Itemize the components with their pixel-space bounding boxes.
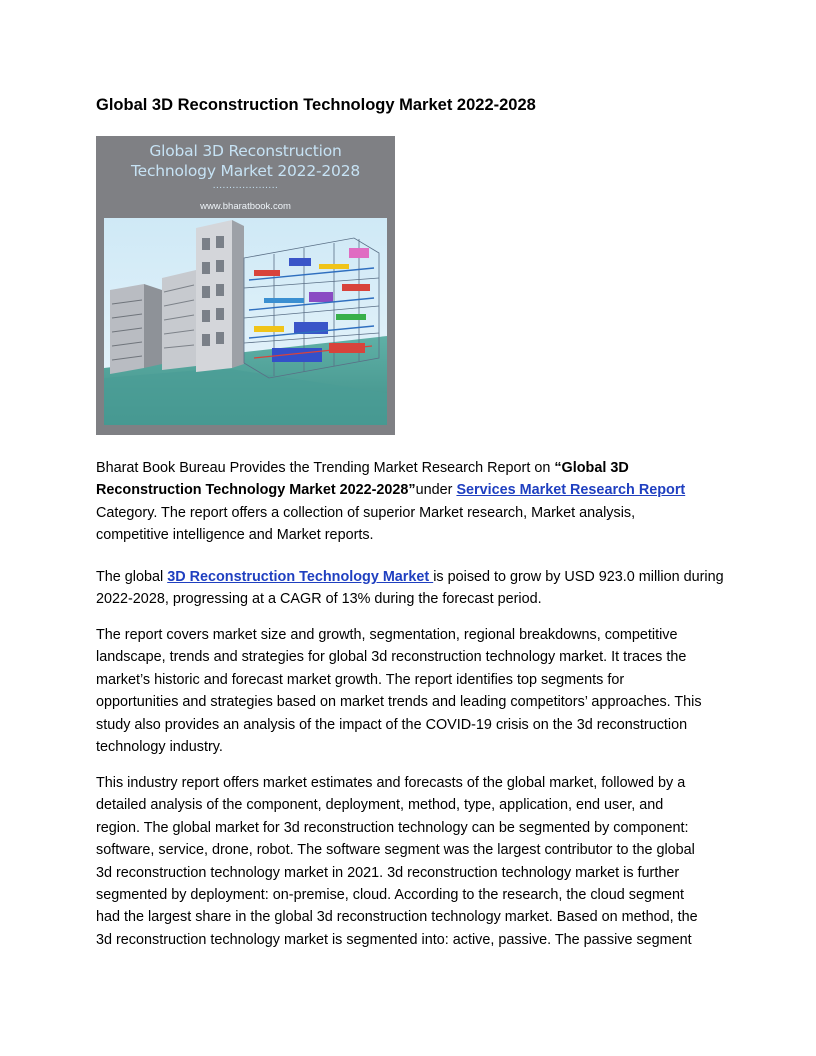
intro-line-3: Category. The report offers a collection of superior Market research, Market analysis,: [96, 504, 636, 521]
intro-paragraph: [96, 457, 728, 547]
segmentation-line: detailed analysis of the component, deployment, method, type, application, end user, and: [96, 797, 664, 814]
segmentation-line: 3d reconstruction technology market is segmented into: active, passive. The passive segment: [96, 931, 692, 948]
growth-line-2: 2022-2028, progressing at a CAGR of 13% during the forecast period.: [96, 591, 542, 608]
coverage-line: market’s historic and forecast market growth. The report identifies top segments for: [96, 671, 625, 688]
report-coverage-paragraph: [96, 624, 728, 758]
cover-title-line-1: Global 3D Reconstruction: [149, 142, 342, 160]
segmentation-line: 3d reconstruction technology market in 2021. 3d reconstruction technology market is further: [96, 864, 680, 881]
coverage-line: opportunities and strategies based on market trends and leading competitors’ approaches. This: [96, 694, 702, 711]
building-3d-model-illustration: [104, 218, 387, 425]
segmentation-line: This industry report offers market estimates and forecasts of the global market, followed by a: [96, 775, 686, 791]
segmentation-line: segmented by deployment: on-premise, cloud. According to the research, the cloud segment: [96, 887, 684, 904]
cover-dotted-divider: ....................: [212, 180, 279, 191]
intro-under-text: under: [415, 482, 457, 499]
segmentation-paragraph: [96, 772, 728, 951]
segmentation-line: software, service, drone, robot. The software segment was the largest contributor to the global: [96, 842, 695, 859]
page-title: Global 3D Reconstruction Technology Market 2022-2028: [96, 96, 536, 114]
intro-text: Bharat Book Bureau Provides the Trending Market Research Report on: [96, 460, 555, 476]
report-name-bold: “Global 3D: [554, 460, 629, 476]
intro-line-4: competitive intelligence and Market reports.: [96, 527, 374, 544]
segmentation-line: had the largest share in the global 3d reconstruction technology market. Based on method, the: [96, 909, 698, 926]
cover-website: www.bharatbook.com: [200, 201, 291, 212]
3d-reconstruction-market-link[interactable]: 3D Reconstruction Technology Market: [167, 569, 434, 585]
coverage-line: landscape, trends and strategies for global 3d reconstruction technology market. It traces the: [96, 649, 687, 666]
services-market-research-report-link[interactable]: Services Market Research Report: [456, 482, 686, 499]
market-growth-paragraph: [96, 566, 728, 611]
segmentation-line: region. The global market for 3d reconstruction technology can be segmented by component:: [96, 819, 689, 836]
report-cover-image: [96, 136, 395, 435]
coverage-line: study also provides an analysis of the impact of the COVID-19 crisis on the 3d reconstruction: [96, 716, 688, 733]
report-name-bold-cont: Reconstruction Technology Market 2022-2028”: [96, 482, 416, 499]
growth-text-post: is poised to grow by USD 923.0 million during: [433, 569, 724, 585]
cover-title-line-2: Technology Market 2022-2028: [130, 162, 361, 180]
coverage-line: technology industry.: [96, 739, 223, 756]
coverage-line: The report covers market size and growth, segmentation, regional breakdowns, competitive: [96, 627, 678, 643]
growth-text-pre: The global: [96, 569, 168, 585]
